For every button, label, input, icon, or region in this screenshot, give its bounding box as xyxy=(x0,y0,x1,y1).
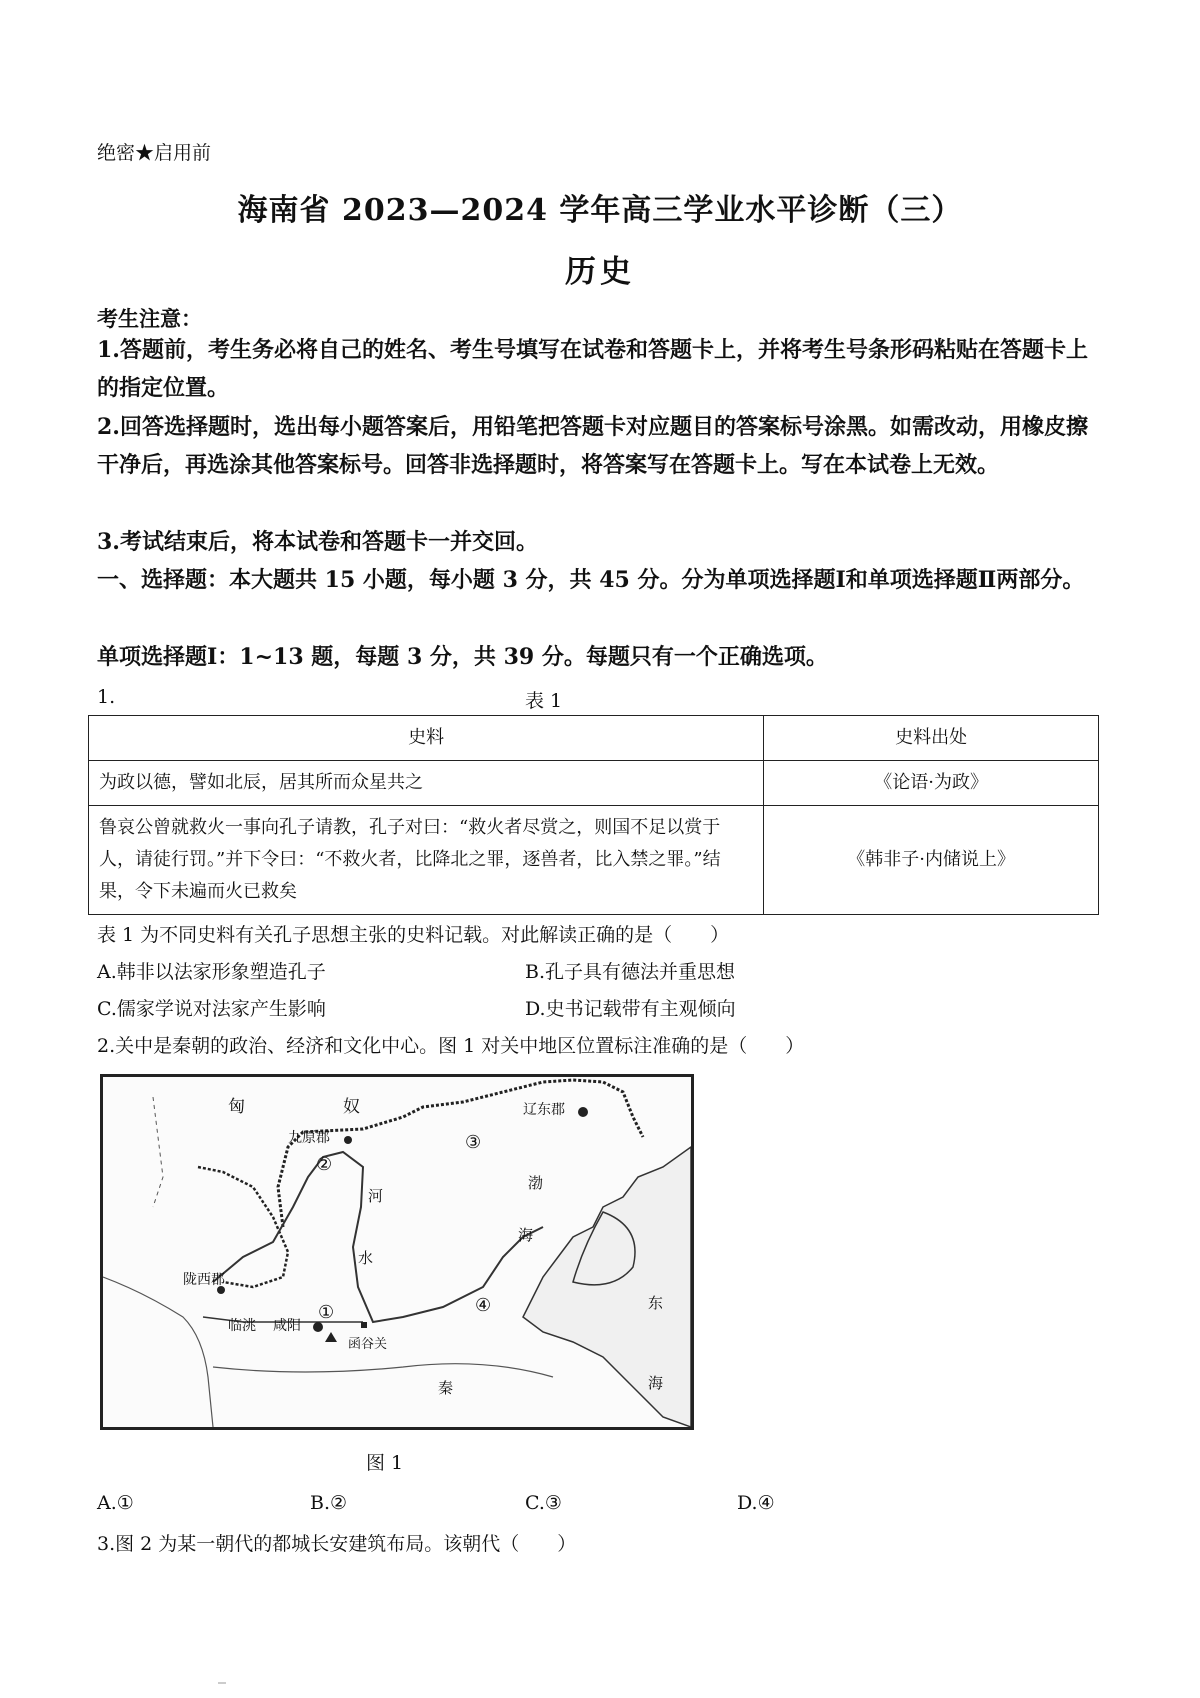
table-cell-origin: 《论语·为政》 xyxy=(764,761,1099,806)
map-label-jiuyuan: 九原郡 xyxy=(288,1130,330,1146)
table-header-row xyxy=(89,716,1099,761)
table-cell-origin: 《韩非子·内储说上》 xyxy=(764,806,1099,915)
exam-title: 海南省 2023—2024 学年高三学业水平诊断（三） xyxy=(237,193,963,228)
map-label-xiongnu-1: 匈 xyxy=(228,1097,245,1117)
q1-option-a: A.韩非以法家形象塑造孔子 xyxy=(97,961,326,983)
q2-option-d: D.④ xyxy=(737,1492,775,1514)
question-2-stem: 2.关中是秦朝的政治、经济和文化中心。图 1 对关中地区位置标注准确的是（ ） xyxy=(97,1035,805,1057)
question-1-stem: 表 1 为不同史料有关孔子思想主张的史料记载。对此解读正确的是（ ） xyxy=(97,924,730,946)
notice-heading: 考生注意： xyxy=(97,306,202,331)
qin-map-figure xyxy=(100,1074,694,1430)
notice-item-3: 3.考试结束后，将本试卷和答题卡一并交回。 xyxy=(97,529,538,555)
map-label-hangu: 函谷关 xyxy=(348,1337,388,1352)
map-label-xianyang: 咸阳 xyxy=(273,1318,301,1334)
map-label-lintao: 临洮 xyxy=(228,1318,256,1334)
q2-option-a: A.① xyxy=(97,1492,134,1514)
table-1-caption: 表 1 xyxy=(525,690,563,712)
map-label-hai-2: 海 xyxy=(648,1374,664,1392)
table-header-source: 史料 xyxy=(89,716,764,761)
source-table xyxy=(88,715,1099,915)
map-label-bo: 渤 xyxy=(528,1174,544,1192)
table-cell-source: 为政以德，譬如北辰，居其所而众星共之 xyxy=(89,761,764,806)
map-marker-4: ④ xyxy=(475,1295,492,1316)
q2-option-b: B.② xyxy=(310,1492,348,1514)
section-heading: 一、选择题：本大题共 15 小题，每小题 3 分，共 45 分。分为单项选择题Ⅰ和单项选择题Ⅱ两部分。 xyxy=(97,567,1085,593)
table-header-origin: 史料出处 xyxy=(764,716,1099,761)
map-marker-3: ③ xyxy=(465,1132,482,1153)
map-marker-2: ② xyxy=(316,1154,333,1175)
table-row xyxy=(89,806,1099,915)
notice-item-2: 2.回答选择题时，选出每小题答案后，用铅笔把答题卡对应题目的答案标号涂黑。如需改动，用橡皮擦干净后，再选涂其他答案标号。回答非选择题时，将答案写在答题卡上。写在本试卷上无效。 xyxy=(97,414,1088,478)
q1-option-b: B.孔子具有德法并重思想 xyxy=(525,961,736,983)
question-1-number: 1. xyxy=(97,686,116,708)
map-label-longxi: 陇西郡 xyxy=(183,1272,225,1288)
map-label-hai: 海 xyxy=(518,1226,534,1244)
table-cell-source: 鲁哀公曾就救火一事向孔子请教，孔子对曰：“救火者尽赏之，则国不足以赏于人，请徒行罚。”并下令曰：“不救火者，比降北之罪，逐兽者，比入禁之罪。”结果，令下未遍而火已救矣 xyxy=(89,806,764,915)
notice-item-1: 1.答题前，考生务必将自己的姓名、考生号填写在试卷和答题卡上，并将考生号条形码粘贴在答题卡上的指定位置。 xyxy=(97,337,1088,401)
map-label-he: 河 xyxy=(368,1187,384,1205)
table-row xyxy=(89,761,1099,806)
map-label-shui: 水 xyxy=(358,1249,374,1267)
q2-option-c: C.③ xyxy=(525,1492,562,1514)
q1-option-c: C.儒家学说对法家产生影响 xyxy=(97,998,326,1020)
map-label-xiongnu-2: 奴 xyxy=(343,1097,360,1117)
subject-title: 历史 xyxy=(565,254,635,290)
single-choice-heading: 单项选择题Ⅰ：1~13 题，每题 3 分，共 39 分。每题只有一个正确选项。 xyxy=(97,644,828,670)
figure-1-caption: 图 1 xyxy=(366,1452,404,1474)
map-label-liaodong: 辽东郡 xyxy=(523,1102,565,1118)
q1-option-d: D.史书记载带有主观倾向 xyxy=(525,998,736,1020)
map-label-dong: 东 xyxy=(648,1294,664,1312)
confidential-label: 绝密★启用前 xyxy=(97,142,212,164)
map-label-qin: 秦 xyxy=(438,1379,454,1397)
map-marker-1: ① xyxy=(318,1302,335,1323)
question-3-stem: 3.图 2 为某一朝代的都城长安建筑布局。该朝代（ ） xyxy=(97,1533,577,1555)
footer-mark xyxy=(218,1682,226,1684)
